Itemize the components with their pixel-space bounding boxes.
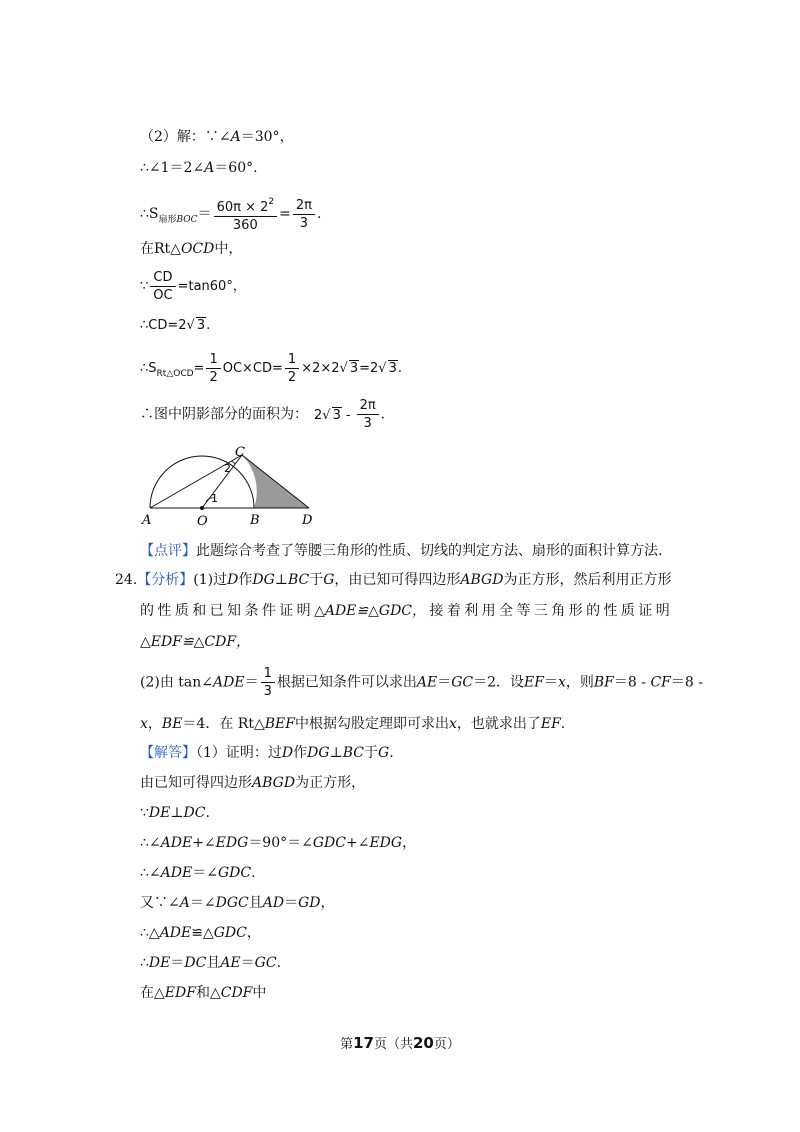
justified-char: 接 — [429, 603, 444, 619]
var: AE — [416, 674, 438, 691]
text: (1)过 — [193, 572, 228, 588]
text: ＝4．在 Rt△ — [182, 716, 265, 732]
justified-char: 质 — [620, 603, 635, 619]
var: BOC — [176, 215, 198, 225]
fraction — [293, 198, 315, 231]
q24-answer-line-8 — [140, 953, 281, 973]
text: ， — [246, 925, 261, 941]
text: 中 — [252, 985, 267, 1001]
numerator: 60π × 2 — [216, 200, 269, 215]
text: 和△ — [195, 985, 221, 1001]
text: 在Rt△ — [140, 241, 181, 257]
label-angle-2: 2 — [224, 462, 231, 475]
justified-char: 件 — [261, 603, 276, 619]
text: . — [380, 406, 386, 423]
justified-char: 质 — [174, 603, 189, 619]
justified-char: 性 — [603, 603, 618, 619]
text: ＝ — [437, 674, 452, 691]
text: 中， — [214, 241, 243, 257]
var: EDG — [369, 835, 403, 851]
justified-char: 的 — [586, 603, 601, 619]
page-number: 17 — [353, 1034, 374, 1052]
area-rt-triangle — [140, 352, 402, 385]
justified-char: 等 — [516, 603, 531, 619]
text: ， — [147, 716, 162, 732]
var: x — [448, 716, 457, 732]
center-point-o — [200, 506, 204, 510]
justified-char: 已 — [209, 603, 224, 619]
justified-char: 明 — [296, 603, 311, 619]
page-total: 20 — [413, 1034, 434, 1052]
text: ∴S — [140, 361, 157, 376]
rt-triangle-line — [140, 239, 242, 259]
q24-answer-line-1 — [140, 743, 394, 763]
numerator: 1 — [261, 666, 275, 683]
sqrt: √ 3 — [186, 318, 206, 333]
answer-tag: 【解答】 — [140, 745, 196, 761]
sqrt: √ 3 — [322, 407, 341, 423]
q24-answer-line-9 — [140, 983, 266, 1003]
text: . — [205, 805, 210, 821]
text: =tan60°， — [177, 279, 246, 294]
denominator: 3 — [263, 684, 272, 699]
justified-char: 用 — [481, 603, 496, 619]
label-o: O — [197, 514, 208, 529]
text: ∴ — [140, 955, 149, 971]
q24-answer-line-3 — [140, 803, 210, 823]
text: ∴S — [140, 206, 159, 222]
text: ， — [320, 895, 335, 911]
shaded-area-result — [140, 398, 385, 431]
q24-analysis-line-3 — [140, 632, 250, 652]
text: ∴∠ — [140, 865, 161, 881]
text: ∴△ — [140, 925, 160, 941]
justified-char: 三 — [533, 603, 548, 619]
var: A — [204, 160, 215, 176]
denominator: 2 — [287, 370, 297, 385]
var: ADE — [160, 865, 193, 881]
text: . — [251, 865, 256, 881]
var: GDC — [217, 865, 252, 881]
subscript: Rt△OCD — [156, 369, 194, 379]
text: ∵ — [140, 805, 149, 821]
text: ≌△ — [191, 925, 214, 941]
q24-analysis-line-2 — [140, 601, 670, 621]
justified-char: 角 — [551, 603, 566, 619]
text: ⊥ — [329, 745, 343, 761]
q24-answer-line-6 — [140, 893, 334, 913]
var: GC — [254, 955, 277, 971]
var: GDC — [312, 835, 346, 851]
text: 于 — [309, 572, 324, 588]
text: ∵ — [140, 279, 149, 294]
var: A — [179, 895, 190, 911]
var: DC — [183, 805, 206, 821]
var: GD — [298, 895, 321, 911]
text: ＝ — [197, 206, 212, 222]
comment-text: 此题综合考查了等腰三角形的性质、切线的判定方法、扇形的面积计算方法. — [196, 543, 663, 559]
tan-step — [140, 270, 246, 303]
label-angle-1: 1 — [211, 492, 218, 505]
text: +∠ — [345, 835, 370, 851]
var: G — [323, 572, 335, 588]
var: EDF — [164, 985, 196, 1001]
label-c: C — [235, 445, 245, 460]
text: 由已知可得四边形 — [140, 775, 252, 791]
label-a: A — [142, 513, 152, 528]
justified-char: 条 — [244, 603, 259, 619]
q24-analysis-line-5 — [140, 714, 565, 734]
text: ＝ — [284, 895, 299, 911]
text: ＝90°＝∠ — [248, 835, 313, 851]
var: DG — [307, 745, 330, 761]
justified-text — [140, 601, 670, 621]
text: 页） — [433, 1037, 460, 1052]
justified-char: 明 — [655, 603, 670, 619]
justified-char: 性 — [157, 603, 172, 619]
radicand: 3 — [196, 318, 206, 333]
var: DE — [148, 805, 171, 821]
label-d: D — [302, 513, 313, 528]
fraction — [206, 352, 220, 385]
text: ＝30°， — [240, 129, 294, 145]
var: ADE — [160, 835, 193, 851]
text: 页（共 — [373, 1037, 413, 1052]
justified-char: 证 — [279, 603, 294, 619]
text: ⊥ — [170, 805, 184, 821]
text: = — [193, 361, 205, 376]
text: ，由已知可得四边形 — [334, 572, 461, 588]
semicircle-arc — [150, 456, 254, 508]
radicand: 3 — [388, 361, 397, 376]
justified-char: 形 — [568, 603, 583, 619]
text: ＝∠ — [192, 865, 218, 881]
denominator: 3 — [299, 215, 309, 231]
fraction — [150, 270, 175, 303]
justified-char: △ADE≌△GDC， — [314, 603, 427, 619]
var: ABGD — [460, 572, 504, 588]
text: . — [389, 745, 394, 761]
text: ＝2．设 — [473, 674, 525, 691]
text: ＝60°. — [214, 160, 258, 176]
solution-line-2 — [140, 158, 258, 178]
text: 扇形 — [158, 215, 177, 225]
var: DG — [252, 572, 275, 588]
var: BE — [161, 716, 183, 732]
var: AE — [220, 955, 241, 971]
q24-analysis-line-1 — [115, 570, 671, 590]
text: 于 — [364, 745, 379, 761]
comment-tag: 【点评】 — [140, 543, 196, 559]
justified-char: 证 — [638, 603, 653, 619]
var: AD — [262, 895, 285, 911]
text: . — [397, 361, 402, 376]
var: GC — [451, 674, 474, 691]
subscript — [159, 215, 198, 225]
text: 为正方形，然后利用正方形 — [503, 572, 672, 588]
label-b: B — [250, 513, 260, 528]
numerator: 1 — [285, 352, 299, 369]
text: ＝ — [240, 955, 255, 971]
text: （1）证明：过 — [196, 745, 282, 761]
var: CF — [650, 674, 671, 691]
q24-answer-line-2 — [140, 773, 365, 793]
text: . — [276, 955, 282, 971]
justified-char: 着 — [446, 603, 461, 619]
q24-analysis-line-4 — [140, 666, 703, 699]
var: GDC — [213, 925, 247, 941]
var: D — [227, 572, 239, 588]
text: ×2×2 — [301, 361, 340, 376]
text: ＝ — [170, 955, 185, 971]
text: 且 — [248, 895, 263, 911]
justified-char: 和 — [192, 603, 207, 619]
geometry-figure — [138, 442, 328, 534]
justified-char: 利 — [464, 603, 479, 619]
q24-answer-line-4 — [140, 833, 416, 853]
q24-answer-line-7 — [140, 923, 261, 943]
radicand: 3 — [349, 361, 359, 376]
var: x — [140, 716, 148, 732]
fraction — [285, 352, 299, 385]
text: ∴∠1＝2∠ — [140, 160, 205, 176]
var: BF — [593, 674, 614, 691]
var: ADE — [213, 674, 245, 691]
denominator: 360 — [232, 218, 258, 233]
var: CDF — [220, 985, 253, 1001]
text: （2）解：∵∠ — [140, 129, 231, 145]
text: +∠ — [192, 835, 216, 851]
var: OCD — [180, 241, 215, 257]
q24-answer-line-5 — [140, 863, 256, 883]
denominator: 3 — [363, 416, 372, 431]
text: ＝ — [543, 674, 558, 691]
text: 根据已知条件可以求出 — [276, 674, 417, 691]
numerator: 1 — [206, 352, 220, 369]
var: BEF — [264, 716, 295, 732]
page-footer — [0, 1033, 800, 1052]
text: ，则 — [565, 674, 594, 691]
justified-char: 的 — [140, 603, 154, 619]
var: x — [557, 674, 566, 691]
var: G — [378, 745, 390, 761]
numerator: CD — [150, 270, 175, 287]
var: D — [281, 745, 294, 761]
text: ，也就求出了 — [456, 716, 541, 732]
text: . — [316, 206, 322, 222]
numerator: 2π — [293, 198, 315, 215]
text: △EDF≌△CDF， — [140, 634, 251, 650]
text: (2)由 tan∠ — [140, 674, 214, 691]
text: 为正方形， — [295, 775, 366, 791]
var: EF — [540, 716, 561, 732]
numerator: 2π — [357, 398, 379, 415]
text: 第 — [340, 1037, 354, 1052]
solution-line-1 — [140, 127, 294, 147]
text: ＝8 - — [670, 674, 703, 691]
sqrt: √ 3 — [378, 361, 397, 376]
cd-value — [140, 316, 210, 336]
text: =2 — [359, 361, 379, 376]
fraction — [261, 666, 275, 699]
exponent: 2 — [268, 197, 275, 207]
text: 2 — [314, 407, 323, 423]
radicand: 3 — [332, 407, 341, 423]
text: 中根据勾股定理即可求出 — [294, 716, 449, 732]
text: OC×CD= — [222, 361, 283, 376]
text: . — [560, 716, 566, 732]
text: . — [206, 318, 211, 333]
fraction — [357, 398, 379, 431]
sqrt: √ 3 — [339, 361, 359, 376]
text: 作 — [293, 745, 308, 761]
text: ＝ — [244, 674, 259, 691]
var: DC — [184, 955, 207, 971]
var: BC — [287, 572, 310, 588]
analysis-tag: 【分析】 — [137, 572, 194, 588]
sector-area-formula — [140, 195, 321, 233]
justified-char: 全 — [499, 603, 514, 619]
text: 且 — [206, 955, 221, 971]
text: ， — [402, 835, 417, 851]
var: DE — [148, 955, 171, 971]
var: A — [230, 129, 241, 145]
text: - — [345, 407, 351, 423]
var: ADE — [159, 925, 192, 941]
comment-23 — [140, 541, 662, 561]
var: BC — [342, 745, 365, 761]
fraction — [214, 195, 278, 233]
angle-2-arc — [231, 461, 235, 464]
text: ＝∠ — [189, 895, 216, 911]
text: ∴CD=2 — [140, 318, 187, 333]
var: ABGD — [252, 775, 296, 791]
var: DGC — [215, 895, 249, 911]
justified-char: 知 — [227, 603, 242, 619]
text: = — [279, 206, 291, 222]
question-number: 24. — [115, 572, 138, 588]
text: ∴∠ — [140, 835, 161, 851]
text: ∴图中阴影部分的面积为： — [140, 406, 308, 423]
text: 在△ — [140, 985, 165, 1001]
denominator: OC — [153, 288, 173, 303]
text: ＝8 - — [613, 674, 651, 691]
text: ⊥ — [274, 572, 288, 588]
segment-oc — [202, 455, 242, 508]
var: EDG — [215, 835, 249, 851]
text: 又∵∠ — [140, 895, 180, 911]
text: 作 — [238, 572, 253, 588]
denominator: 2 — [209, 370, 218, 385]
var: EF — [524, 674, 544, 691]
